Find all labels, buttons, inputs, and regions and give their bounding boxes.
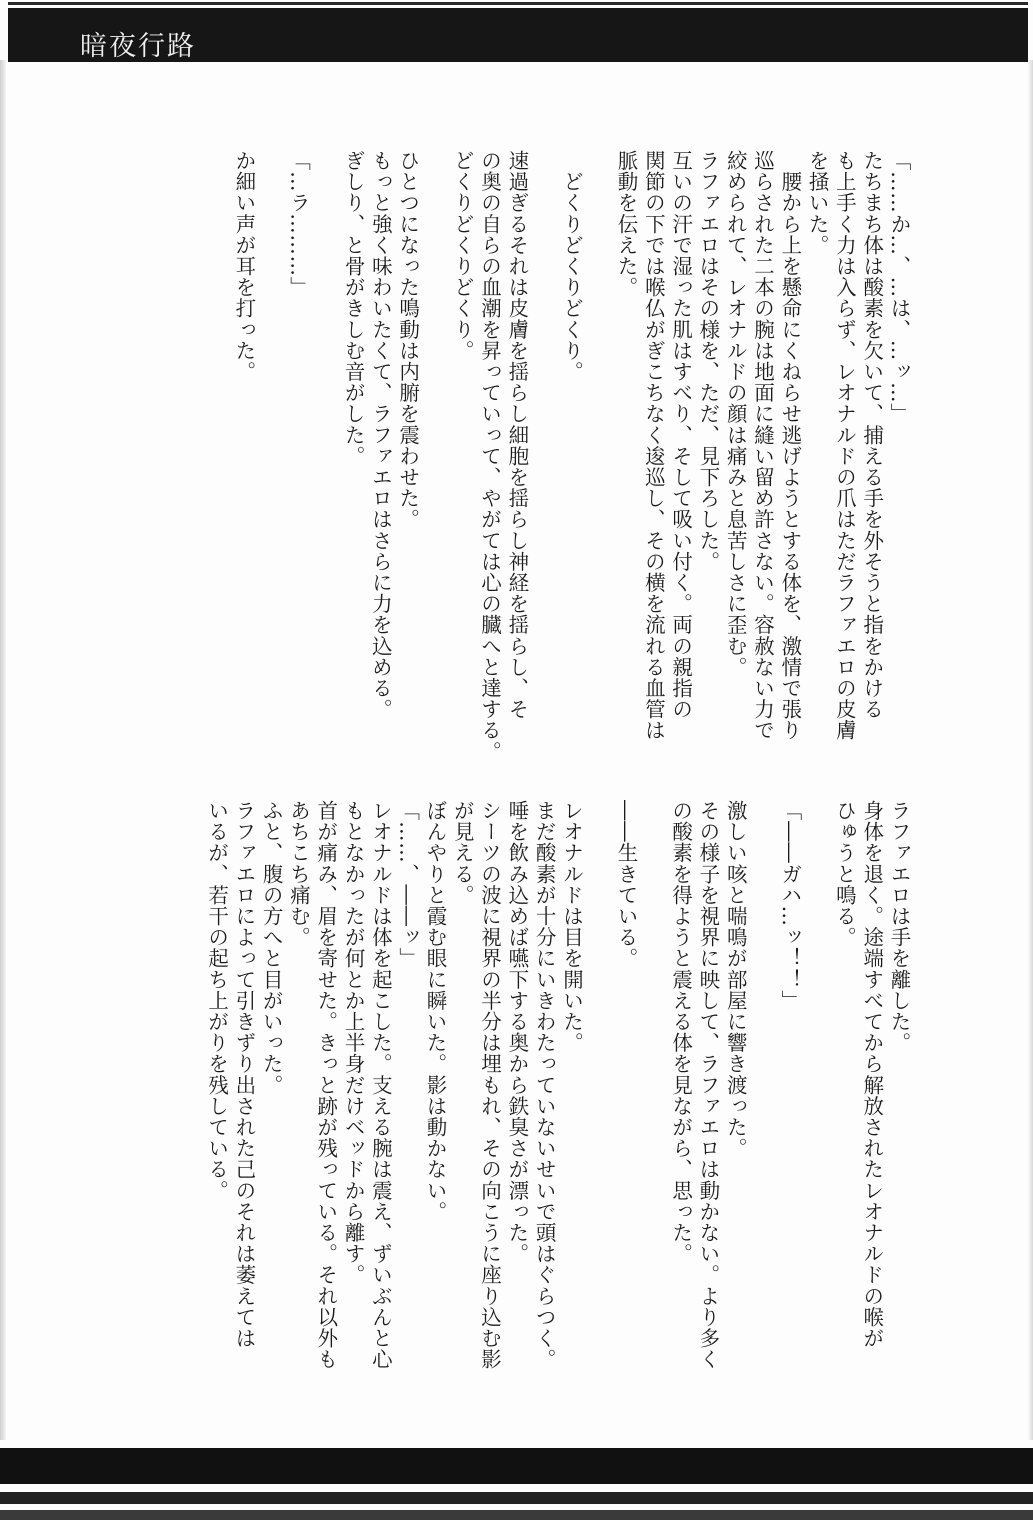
text-line: 腰から上を懸命にくねらせ逃げようとする体を、激情で張り (777, 150, 802, 741)
text-line: 首が痛み、眉を寄せた。きっと跡が残っている。それ以外も (313, 800, 338, 1370)
text-line: ――生きている。 (614, 800, 639, 969)
top-border-line (8, 2, 1028, 5)
text-line: その様子を視界に映して、ラファエロは動かない。より多く (695, 800, 720, 1370)
right-scan-edge (1028, 60, 1033, 1440)
text-line: ひとつになった鳴動は内腑を震わせた。 (395, 150, 420, 530)
text-line: シーツの波に視界の半分は埋もれ、その向こうに座り込む影 (477, 800, 502, 1370)
text-line: 「――ガハ…ッ！！」 (777, 800, 802, 1011)
text-line: の奥の自らの血潮を昇っていって、やがては心の臓へと達する。 (477, 150, 502, 762)
text-line: か細い声が耳を打った。 (231, 150, 256, 383)
text-line: ラファエロは手を離した。 (887, 800, 911, 1054)
text-line: 脈動を伝えた。 (614, 150, 639, 298)
text-line (311, 150, 338, 770)
text-line (421, 150, 448, 770)
text-line: ぼんやりと霞む眼に瞬いた。影は動かない。 (422, 800, 447, 1222)
bottom-text-block (202, 800, 912, 1420)
footer-bar-secondary (0, 1492, 1033, 1504)
text-line: ラファエロはその様を、ただ、見下ろした。 (695, 150, 720, 572)
footer-bar-tertiary (0, 1510, 1033, 1520)
text-line (748, 800, 775, 1420)
text-line: レオナルドは目を開いた。 (559, 800, 584, 1054)
text-line: 互いの汗で湿った肌はすべり、そして吸い付く。両の親指の (668, 150, 693, 720)
text-line: 絞められて、レオナルドの顔は痛みと息苦しさに歪む。 (723, 150, 748, 678)
text-line: まだ酸素が十分にいきわたっていないせいで頭はぐらつく。 (532, 800, 557, 1370)
text-line: ふと、腹の方へと目がいった。 (259, 800, 284, 1096)
text-line: が見える。 (450, 800, 475, 906)
text-line: も上手く力は入らず、レオナルドの爪はただラファエロの皮膚 (832, 150, 857, 741)
left-scan-edge (0, 60, 6, 1440)
text-line: あちこち痛む。 (286, 800, 311, 948)
footer-bar (0, 1448, 1033, 1484)
text-line: 「……か…、…は、…ッ…」 (887, 150, 911, 425)
text-line: いるが、若干の起ち上がりを残している。 (204, 800, 229, 1201)
text-line: どくりどくりどくり。 (450, 150, 475, 361)
text-line: 速過ぎるそれは皮膚を揺らし細胞を揺らし神経を揺らし、そ (504, 150, 529, 720)
text-line: どくりどくりどくり。 (559, 150, 584, 383)
top-text-block (230, 150, 912, 770)
text-line: 激しい咳と喘鳴が部屋に響き渡った。 (723, 800, 748, 1159)
text-line: 「…ラ………」 (286, 150, 311, 298)
text-line: 巡らされた二本の腕は地面に縫い留め許さない。容赦ない力で (750, 150, 775, 741)
text-line: 関節の下では喉仏がぎこちなく逡巡し、その横を流れる血管は (641, 150, 666, 741)
text-line: ぎしり、と骨がきしむ音がした。 (341, 150, 366, 467)
text-line: の酸素を得ようと震える体を見ながら、思った。 (668, 800, 693, 1265)
text-line: レオナルドは体を起こした。支える腕は震え、ずいぶんと心 (368, 800, 393, 1370)
text-line (803, 800, 830, 1420)
text-line (257, 150, 284, 770)
text-line: ラファエロによって引きずり出された己のそれは萎えては (231, 800, 256, 1349)
text-line: たちまち体は酸素を欠いて、捕える手を外そうと指をかける (859, 150, 884, 720)
page-title: 暗夜行路 (80, 31, 196, 62)
text-line: を掻いた。 (805, 150, 830, 256)
text-line (639, 800, 666, 1420)
text-line: ひゅうと鳴る。 (832, 800, 857, 948)
header-bar (8, 8, 1028, 62)
text-line (584, 150, 611, 770)
text-line: 唾を飲み込めば嚥下する奥から鉄臭さが漂った。 (504, 800, 529, 1265)
text-line: もっと強く味わいたくて、ラファエロはさらに力を込める。 (368, 150, 393, 720)
text-line (584, 800, 611, 1420)
text-line: 「……、――ッ」 (395, 800, 420, 969)
text-line: もとなかったが何とか上半身だけベッドから離す。 (341, 800, 366, 1286)
text-line (530, 150, 557, 770)
text-line: 身体を退く。途端すべてから解放されたレオナルドの喉が (859, 800, 884, 1349)
